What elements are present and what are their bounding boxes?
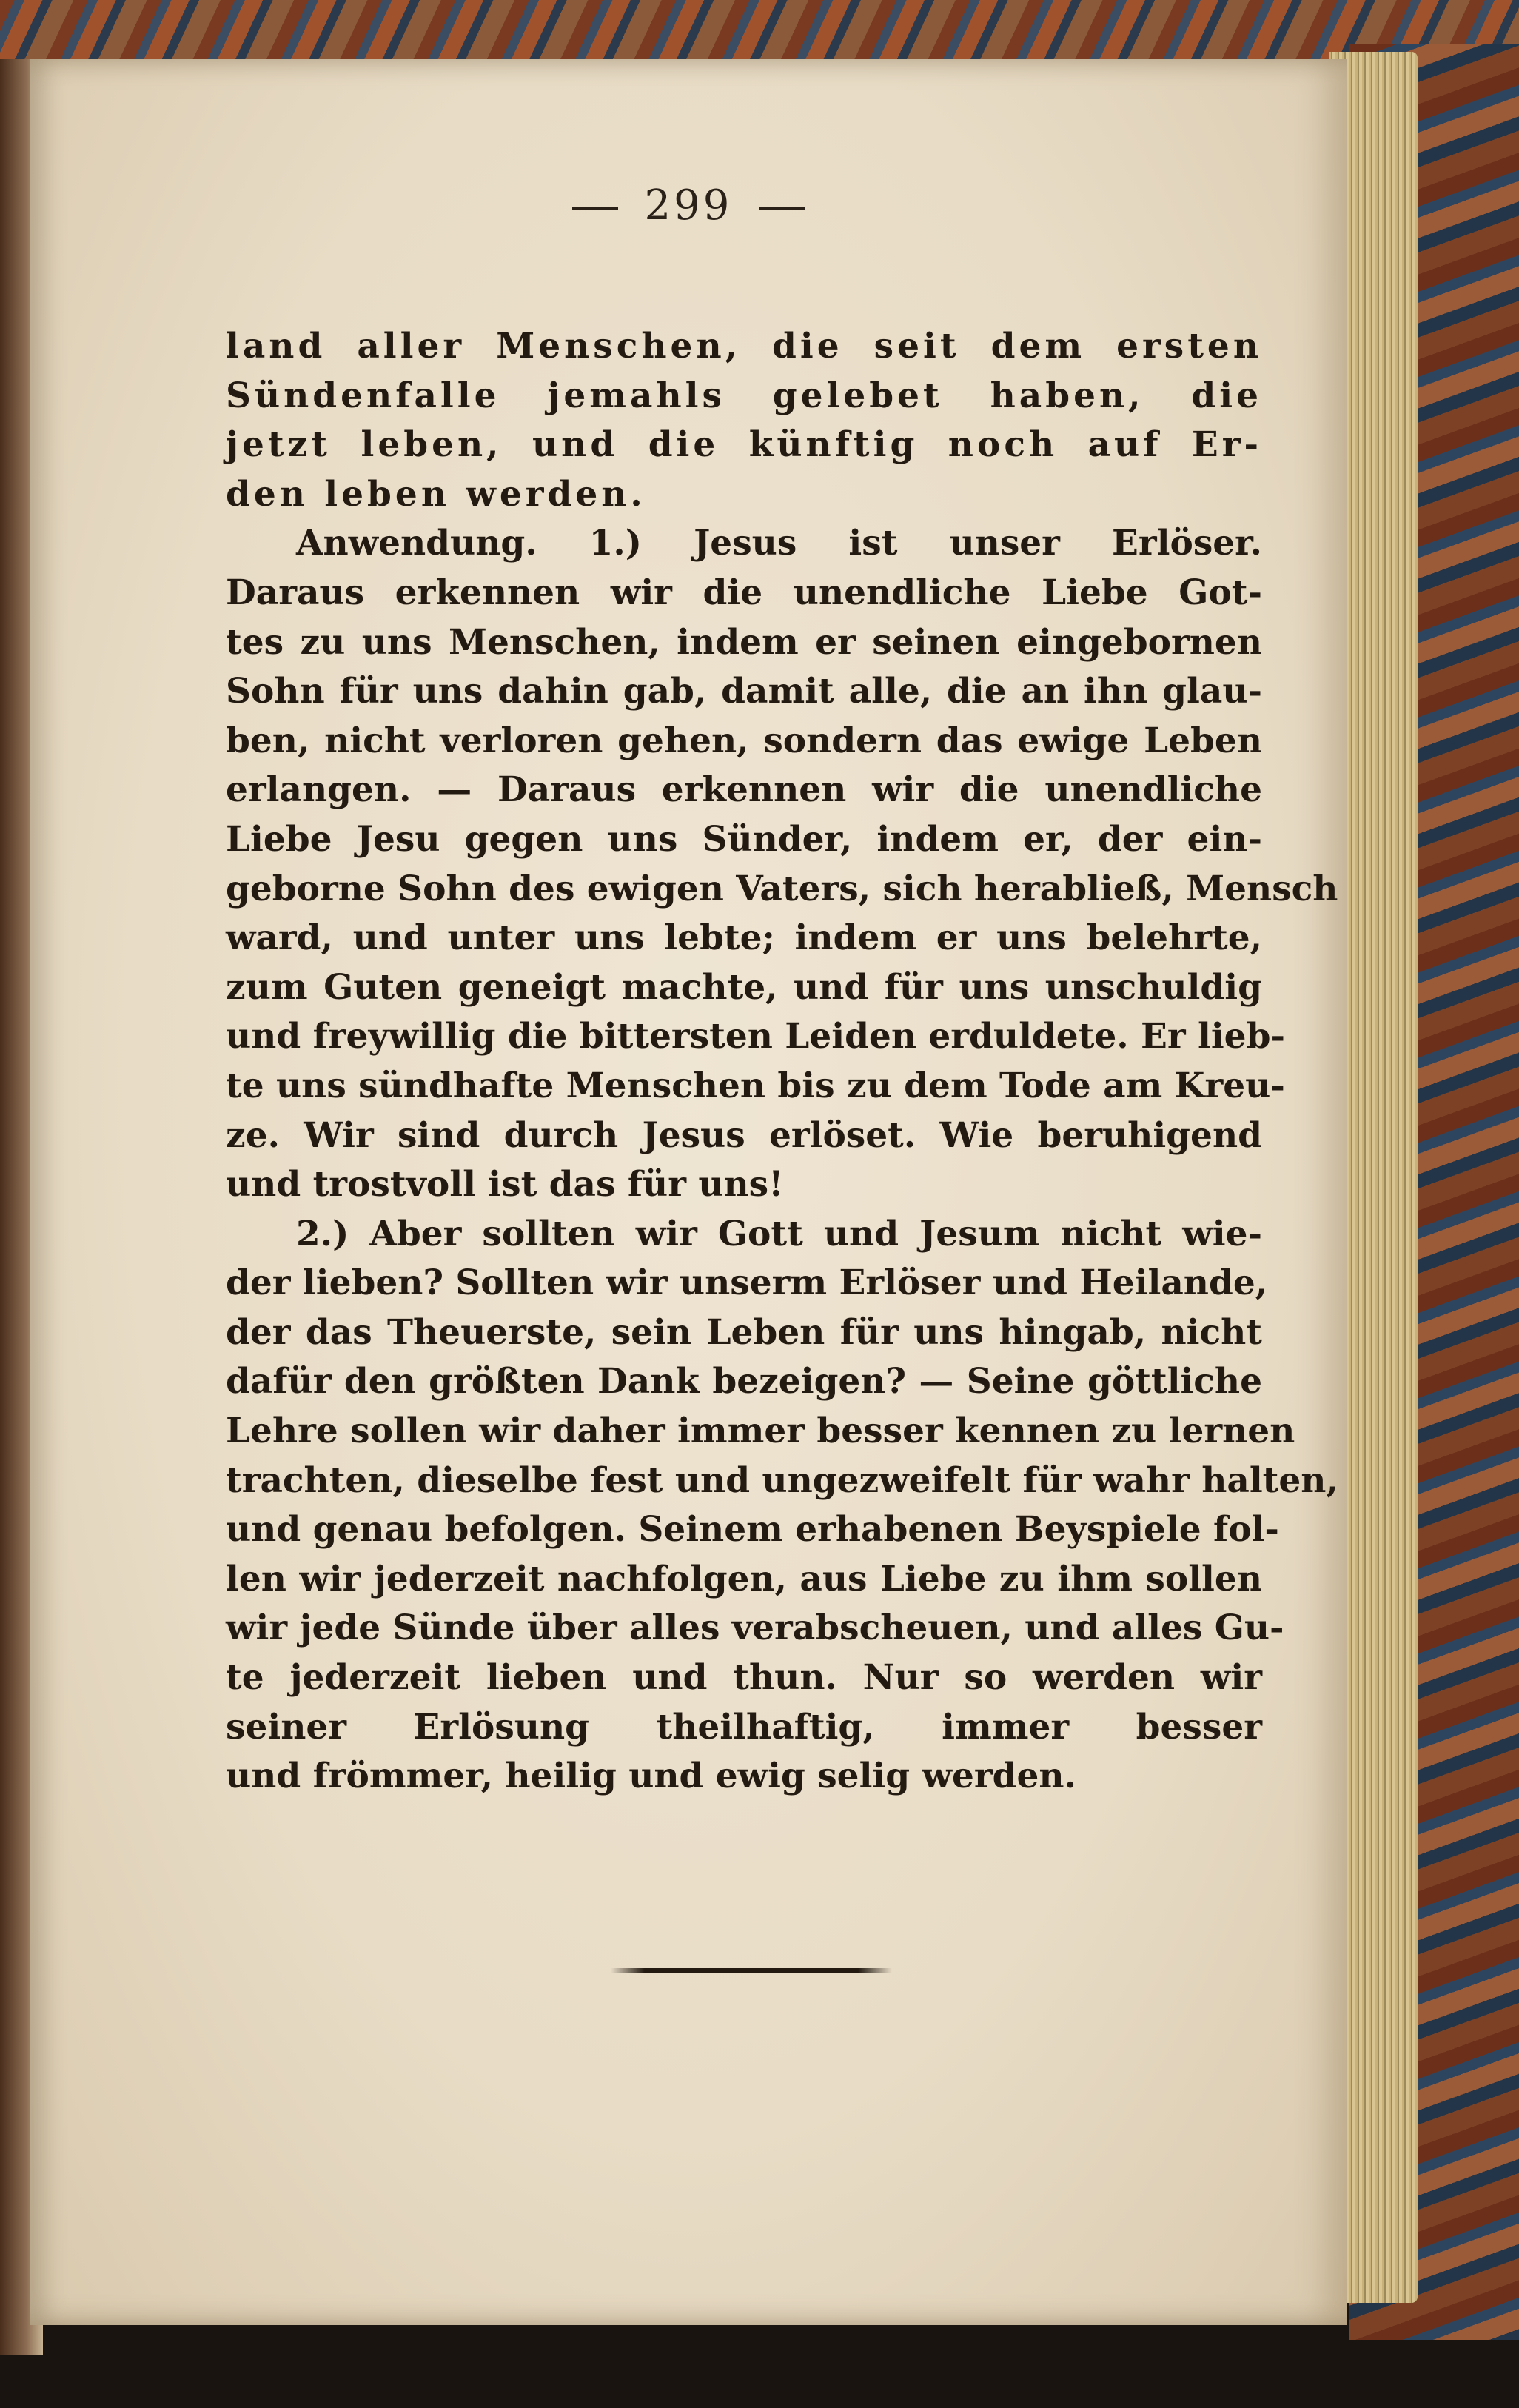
page-number-value: 299 — [644, 181, 733, 230]
text-line: Liebe Jesu gegen uns Sünder, indem er, der ein- — [226, 818, 1262, 860]
text-line: der das Theuerste, sein Leben für uns hingab, nicht — [226, 1311, 1262, 1353]
text-line: Sohn für uns dahin gab, damit alle, die an ihn glau- — [226, 671, 1262, 712]
text-line: len wir jederzeit nachfolgen, aus Liebe zu ihm sollen — [226, 1558, 1262, 1599]
text-line: trachten, dieselbe fest und ungezweifelt für wahr halten, — [226, 1459, 1338, 1501]
text-line: ward, und unter uns lebte; indem er uns belehrte, — [226, 917, 1262, 959]
text-line: der lieben? Sollten wir unserm Erlöser und Heilande, — [226, 1262, 1268, 1304]
text-line: zum Guten geneigt machte, und für uns unschuldig — [226, 966, 1262, 1008]
text-line: seiner Erlösung theilhaftig, immer besser — [226, 1706, 1262, 1748]
text-line: und frömmer, heilig und ewig selig werden. — [226, 1756, 1076, 1797]
text-line: te jederzeit lieben und thun. Nur so werden wir — [226, 1657, 1262, 1699]
text-line: geborne Sohn des ewigen Vaters, sich herabließ, Mensch — [226, 868, 1338, 909]
section-divider-rule — [611, 1968, 892, 1973]
text-line: ze. Wir sind durch Jesus erlöset. Wie beruhigend — [226, 1114, 1262, 1156]
text-line: Daraus erkennen wir die unendliche Liebe Got- — [226, 572, 1262, 613]
text-line: den leben werden. — [226, 473, 646, 515]
text-line: ben, nicht verloren gehen, sondern das ewige Leben — [226, 720, 1262, 761]
book-page — [30, 59, 1347, 2325]
text-line: dafür den größten Dank bezeigen? — Seine göttliche — [226, 1361, 1262, 1402]
text-line: Anwendung. 1.) Jesus ist unser Erlöser. — [296, 523, 1262, 564]
text-line: erlangen. — Daraus erkennen wir die unendliche — [226, 769, 1262, 811]
text-line: Sündenfalle jemahls gelebet haben, die — [226, 375, 1262, 416]
text-line: und freywillig die bittersten Leiden erduldete. Er lieb- — [226, 1016, 1285, 1057]
page-number-dash-left — [572, 207, 618, 210]
text-line: und genau befolgen. Seinem erhabenen Beyspiele fol- — [226, 1509, 1279, 1551]
page-number-dash-right — [759, 207, 805, 210]
text-line: tes zu uns Menschen, indem er seinen eingebornen — [226, 621, 1262, 663]
text-line: wir jede Sünde über alles verabscheuen, und alles Gu- — [226, 1608, 1284, 1649]
text-line: land aller Menschen, die seit dem ersten — [226, 326, 1262, 367]
text-line: jetzt leben, und die künftig noch auf Er- — [226, 424, 1262, 466]
body-text — [226, 322, 1338, 1802]
text-line: Lehre sollen wir daher immer besser kennen zu lernen — [226, 1411, 1295, 1452]
page-number — [30, 181, 1347, 230]
text-line: 2.) Aber sollten wir Gott und Jesum nicht wie- — [296, 1213, 1262, 1254]
text-line: te uns sündhafte Menschen bis zu dem Tode am Kreu- — [226, 1065, 1285, 1106]
text-line: und trostvoll ist das für uns! — [226, 1164, 784, 1205]
